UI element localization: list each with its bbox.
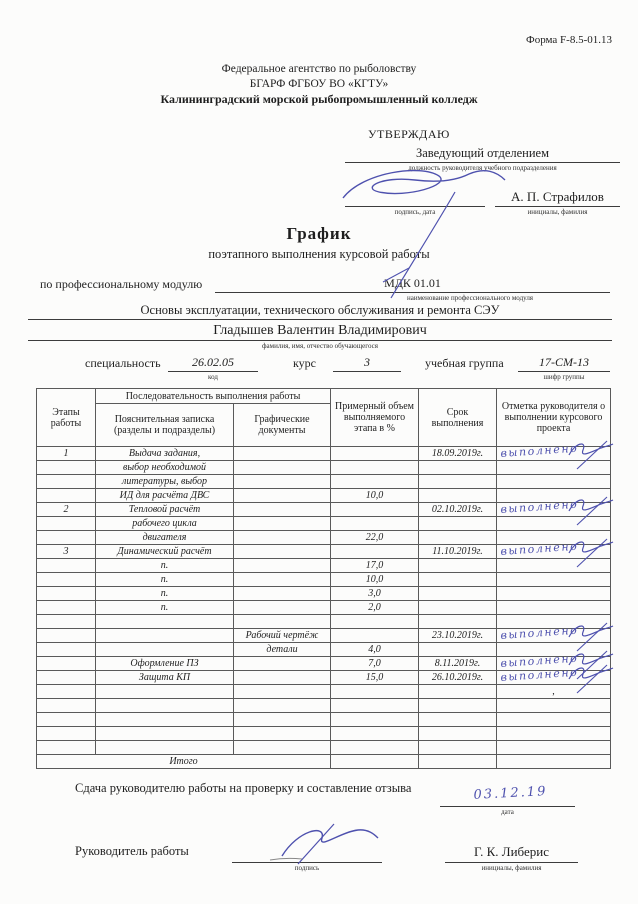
- table-row: [37, 475, 611, 489]
- volume-cell: [331, 685, 419, 699]
- stage-cell: [37, 587, 96, 601]
- group-label: учебная группа: [425, 356, 504, 370]
- module-value: МДК 01.01: [215, 274, 610, 293]
- graphic-cell: [234, 671, 331, 685]
- approver-name: А. П. Страфилов: [495, 186, 620, 207]
- mark-cell: [497, 587, 611, 601]
- graphic-cell: [234, 587, 331, 601]
- handwritten-done: выполнено: [500, 665, 579, 684]
- table-row: [37, 461, 611, 475]
- deadline-cell: 8.11.2019г.: [419, 657, 497, 671]
- graphic-cell: [234, 741, 331, 755]
- mark-cell: [497, 497, 611, 517]
- total-empty-cell: [331, 755, 419, 769]
- stage-cell: [37, 741, 96, 755]
- table-row: [37, 671, 611, 685]
- deadline-cell: [419, 741, 497, 755]
- volume-cell: [331, 727, 419, 741]
- deadline-cell: 02.10.2019г.: [419, 503, 497, 517]
- handwritten-done: выполнено: [500, 623, 579, 642]
- graphic-cell: детали: [234, 643, 331, 657]
- handwritten-done: выполнено: [500, 497, 579, 516]
- total-empty-cell: [497, 755, 611, 769]
- volume-cell: [331, 517, 419, 531]
- signature-date-caption: подпись, дата: [394, 208, 436, 216]
- total-empty-cell: [419, 755, 497, 769]
- stage-cell: [37, 573, 96, 587]
- student-caption: фамилия, имя, отчество обучающегося: [262, 342, 378, 350]
- graphic-cell: [234, 657, 331, 671]
- table-row: [37, 503, 611, 517]
- table-row: [37, 447, 611, 461]
- deadline-cell: [419, 601, 497, 615]
- graphic-cell: [234, 461, 331, 475]
- volume-cell: 10,0: [331, 489, 419, 503]
- stage-cell: [37, 643, 96, 657]
- volume-cell: [331, 629, 419, 643]
- deadline-cell: 11.10.2019г.: [419, 545, 497, 559]
- approver-signature-line: [345, 186, 485, 207]
- graphic-cell: [234, 699, 331, 713]
- note-cell: п.: [96, 573, 234, 587]
- stage-cell: [37, 727, 96, 741]
- discipline-name: Основы эксплуатации, технического обслуживания и ремонта СЭУ: [28, 302, 612, 320]
- note-cell: [96, 713, 234, 727]
- note-cell: [96, 699, 234, 713]
- schedule-table: [36, 388, 611, 769]
- deadline-cell: [419, 727, 497, 741]
- specialty-code-caption: код: [208, 373, 218, 381]
- position-caption: должность руководителя учебного подразделения: [408, 164, 557, 172]
- handwritten-done: выполнено: [500, 441, 579, 460]
- stage-cell: [37, 615, 96, 629]
- deadline-cell: [419, 531, 497, 545]
- header-volume: Примерный объем выполняемого этапа в %: [331, 389, 419, 447]
- mark-cell: [497, 539, 611, 559]
- volume-cell: [331, 461, 419, 475]
- mark-cell: [497, 699, 611, 713]
- table-row: [37, 587, 611, 601]
- graphic-cell: Рабочий чертёж: [234, 629, 331, 643]
- stage-cell: [37, 517, 96, 531]
- header-mark: Отметка руководителя о выполнении курсового проекта: [497, 389, 611, 447]
- note-cell: ИД для расчёта ДВС: [96, 489, 234, 503]
- table-row: [37, 727, 611, 741]
- module-caption: наименование профессионального модуля: [406, 294, 534, 302]
- note-cell: п.: [96, 601, 234, 615]
- volume-cell: 10,0: [331, 573, 419, 587]
- stage-cell: [37, 671, 96, 685]
- note-cell: [96, 615, 234, 629]
- volume-cell: [331, 699, 419, 713]
- mark-cell: [497, 441, 611, 461]
- table-row: [37, 713, 611, 727]
- mark-cell: [497, 601, 611, 615]
- graphic-cell: [234, 615, 331, 629]
- group-caption: шифр группы: [543, 373, 585, 381]
- handwritten-done: выполнено: [500, 539, 579, 558]
- table-row: [37, 685, 611, 699]
- stage-cell: 1: [37, 447, 96, 461]
- approver-position: Заведующий отделением: [345, 144, 620, 163]
- volume-cell: [331, 713, 419, 727]
- volume-cell: [331, 741, 419, 755]
- note-cell: выбор необходимой: [96, 461, 234, 475]
- date-caption: дата: [501, 808, 514, 816]
- volume-cell: [331, 545, 419, 559]
- table-row: [37, 517, 611, 531]
- stage-cell: [37, 461, 96, 475]
- graphic-cell: [234, 531, 331, 545]
- graphic-cell: [234, 475, 331, 489]
- note-cell: [96, 685, 234, 699]
- deadline-cell: [419, 573, 497, 587]
- header-note: Пояснительная записка (разделы и подразделы): [96, 404, 234, 447]
- graphic-cell: [234, 685, 331, 699]
- deadline-cell: [419, 615, 497, 629]
- stage-cell: 3: [37, 545, 96, 559]
- stage-cell: [37, 699, 96, 713]
- org-line-college: Калининградский морской рыбопромышленный колледж: [160, 92, 478, 106]
- stage-cell: [37, 601, 96, 615]
- graphic-cell: [234, 727, 331, 741]
- total-label: Итого: [37, 755, 331, 769]
- note-cell: Защита КП: [96, 671, 234, 685]
- volume-cell: 3,0: [331, 587, 419, 601]
- table-row: [37, 573, 611, 587]
- graphic-cell: [234, 601, 331, 615]
- stage-cell: [37, 559, 96, 573]
- volume-cell: [331, 475, 419, 489]
- note-cell: Оформление ПЗ: [96, 657, 234, 671]
- mark-cell: [497, 665, 611, 685]
- deadline-cell: [419, 699, 497, 713]
- org-line-university: БГАРФ ФГБОУ ВО «КГТУ»: [249, 78, 389, 90]
- stage-cell: 2: [37, 503, 96, 517]
- document-subtitle: поэтапного выполнения курсовой работы: [208, 247, 430, 261]
- note-cell: Динамический расчёт: [96, 545, 234, 559]
- note-cell: [96, 629, 234, 643]
- note-cell: [96, 727, 234, 741]
- header-deadline: Срок выполнения: [419, 389, 497, 447]
- deadline-cell: [419, 489, 497, 503]
- schedule-table-body: [37, 441, 611, 769]
- volume-cell: 17,0: [331, 559, 419, 573]
- module-label: по профессиональному модулю: [40, 277, 203, 291]
- note-cell: [96, 643, 234, 657]
- volume-cell: 15,0: [331, 671, 419, 685]
- handwritten-done: выполнено: [500, 651, 579, 670]
- note-cell: [96, 741, 234, 755]
- graphic-cell: [234, 489, 331, 503]
- deadline-cell: [419, 643, 497, 657]
- deadline-cell: [419, 685, 497, 699]
- supervisor-label: Руководитель работы: [75, 844, 189, 858]
- header-stage: Этапы работы: [37, 389, 96, 447]
- mark-cell: [497, 713, 611, 727]
- graphic-cell: [234, 545, 331, 559]
- table-row: [37, 629, 611, 643]
- deadline-cell: [419, 517, 497, 531]
- table-row: [37, 545, 611, 559]
- note-cell: литературы, выбор: [96, 475, 234, 489]
- mark-cell: [497, 623, 611, 643]
- submit-text: Сдача руководителю работы на проверку и составление отзыва: [75, 781, 412, 795]
- stage-cell: [37, 629, 96, 643]
- org-header: [0, 62, 638, 107]
- form-code: Форма F-8.5-01.13: [526, 34, 612, 46]
- note-cell: рабочего цикла: [96, 517, 234, 531]
- graphic-cell: [234, 503, 331, 517]
- handwritten-date: 03.12.19: [473, 784, 548, 803]
- student-name: Гладышев Валентин Владимирович: [28, 321, 612, 341]
- graphic-cell: [234, 713, 331, 727]
- graphic-cell: [234, 559, 331, 573]
- table-row: [37, 601, 611, 615]
- table-row: [37, 559, 611, 573]
- supervisor-signature-caption: подпись: [294, 864, 320, 872]
- stage-cell: [37, 475, 96, 489]
- graphic-cell: [234, 517, 331, 531]
- deadline-cell: [419, 559, 497, 573]
- deadline-cell: [419, 713, 497, 727]
- stage-cell: [37, 489, 96, 503]
- volume-cell: 22,0: [331, 531, 419, 545]
- deadline-cell: [419, 587, 497, 601]
- mark-cell: [497, 741, 611, 755]
- stage-cell: [37, 657, 96, 671]
- total-row: [37, 755, 611, 769]
- graphic-cell: [234, 447, 331, 461]
- deadline-cell: [419, 461, 497, 475]
- supervisor-signature-line: [232, 840, 382, 863]
- course-value: 3: [333, 353, 401, 372]
- deadline-cell: 18.09.2019г.: [419, 447, 497, 461]
- supervisor-name-caption: инициалы, фамилия: [481, 864, 542, 872]
- supervisor-name: Г. К. Либерис: [445, 840, 578, 863]
- deadline-cell: [419, 475, 497, 489]
- stage-cell: [37, 713, 96, 727]
- table-row: [37, 699, 611, 713]
- volume-cell: [331, 503, 419, 517]
- mark-cell: [497, 727, 611, 741]
- specialty-label: специальность: [85, 356, 161, 370]
- note-cell: двигателя: [96, 531, 234, 545]
- note-cell: Тепловой расчёт: [96, 503, 234, 517]
- note-cell: п.: [96, 559, 234, 573]
- stage-cell: [37, 531, 96, 545]
- volume-cell: [331, 447, 419, 461]
- org-line-agency: Федеральное агентство по рыболовству: [221, 63, 417, 75]
- volume-cell: 2,0: [331, 601, 419, 615]
- document-title: График: [286, 224, 352, 243]
- volume-cell: 4,0: [331, 643, 419, 657]
- stage-cell: [37, 685, 96, 699]
- initials-caption: инициалы, фамилия: [527, 208, 588, 216]
- mark-cell: [497, 573, 611, 587]
- deadline-cell: 26.10.2019г.: [419, 671, 497, 685]
- header-sequence: Последовательность выполнения работы: [96, 389, 331, 404]
- header-graphic: Графические документы: [234, 404, 331, 447]
- course-label: курс: [293, 356, 316, 370]
- note-cell: Выдача задания,: [96, 447, 234, 461]
- note-cell: п.: [96, 587, 234, 601]
- volume-cell: 7,0: [331, 657, 419, 671]
- deadline-cell: 23.10.2019г.: [419, 629, 497, 643]
- table-row: [37, 741, 611, 755]
- stray-mark: ,: [552, 686, 555, 697]
- specialty-code: 26.02.05: [168, 353, 258, 372]
- volume-cell: [331, 615, 419, 629]
- graphic-cell: [234, 573, 331, 587]
- mark-cell: [497, 475, 611, 489]
- approve-label: УТВЕРЖДАЮ: [368, 127, 450, 141]
- group-value: 17-СМ-13: [518, 353, 610, 372]
